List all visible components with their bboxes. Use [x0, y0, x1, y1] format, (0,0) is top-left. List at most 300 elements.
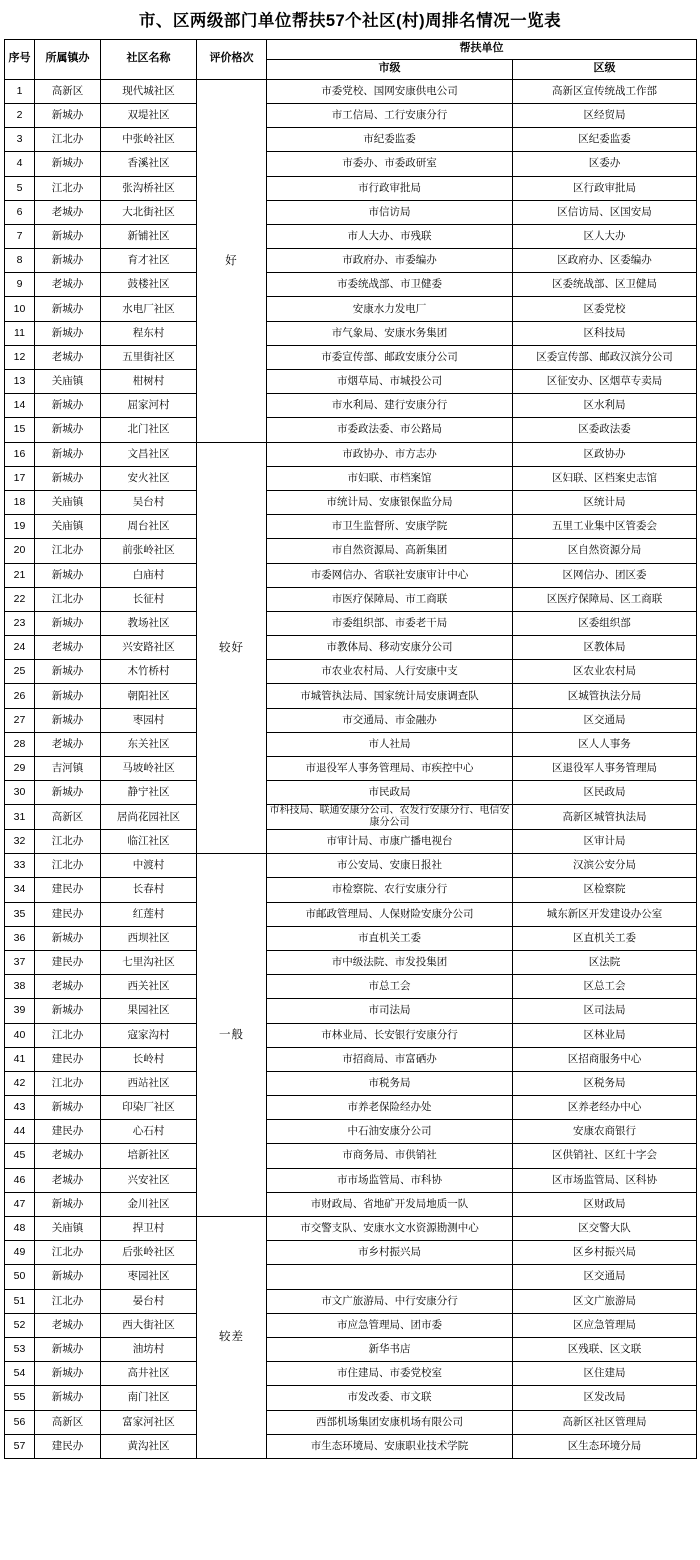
row-town: 老城办	[35, 975, 101, 999]
rank-group-label: 较差	[197, 1217, 267, 1459]
row-city-units: 市司法局	[267, 999, 513, 1023]
row-community: 东关社区	[101, 732, 197, 756]
row-district-units: 区发改局	[513, 1386, 697, 1410]
row-community: 培新社区	[101, 1144, 197, 1168]
row-community: 水电厂社区	[101, 297, 197, 321]
row-district-units: 区交通局	[513, 708, 697, 732]
row-town: 关庙镇	[35, 370, 101, 394]
row-community: 西大街社区	[101, 1313, 197, 1337]
row-city-units: 市交通局、市金融办	[267, 708, 513, 732]
row-city-units: 市政府办、市委编办	[267, 249, 513, 273]
row-index: 34	[5, 878, 35, 902]
table-row	[5, 1313, 697, 1337]
row-community: 柑树村	[101, 370, 197, 394]
table-row	[5, 1386, 697, 1410]
row-index: 6	[5, 200, 35, 224]
row-community: 五里街社区	[101, 345, 197, 369]
row-town: 新城办	[35, 103, 101, 127]
table-header	[5, 39, 697, 79]
row-community: 文昌社区	[101, 442, 197, 466]
row-city-units: 市公安局、安康日报社	[267, 854, 513, 878]
row-district-units: 区信访局、区国安局	[513, 200, 697, 224]
row-community: 新铺社区	[101, 224, 197, 248]
row-index: 12	[5, 345, 35, 369]
row-district-units: 区自然资源分局	[513, 539, 697, 563]
row-index: 40	[5, 1023, 35, 1047]
row-district-units: 区交通局	[513, 1265, 697, 1289]
row-city-units: 市发改委、市文联	[267, 1386, 513, 1410]
row-community: 吴台村	[101, 490, 197, 514]
row-district-units: 区城管执法分局	[513, 684, 697, 708]
row-index: 35	[5, 902, 35, 926]
row-city-units: 市委政法委、市公路局	[267, 418, 513, 442]
table-row	[5, 587, 697, 611]
table-row	[5, 878, 697, 902]
row-index: 29	[5, 757, 35, 781]
row-index: 2	[5, 103, 35, 127]
row-city-units: 市城管执法局、国家统计局安康调查队	[267, 684, 513, 708]
row-community: 教场社区	[101, 611, 197, 635]
row-city-units: 市卫生监督所、安康学院	[267, 515, 513, 539]
row-town: 江北办	[35, 854, 101, 878]
row-community: 油坊村	[101, 1337, 197, 1361]
row-city-units: 市商务局、市供销社	[267, 1144, 513, 1168]
rank-group-label: 好	[197, 79, 267, 442]
table-row	[5, 1071, 697, 1095]
row-community: 木竹桥村	[101, 660, 197, 684]
row-town: 关庙镇	[35, 515, 101, 539]
row-town: 新城办	[35, 224, 101, 248]
row-town: 新城办	[35, 563, 101, 587]
row-town: 建民办	[35, 1047, 101, 1071]
row-district-units: 区政府办、区委编办	[513, 249, 697, 273]
row-town: 新城办	[35, 466, 101, 490]
row-district-units: 区残联、区文联	[513, 1337, 697, 1361]
table-row	[5, 79, 697, 103]
row-index: 11	[5, 321, 35, 345]
row-district-units: 区委党校	[513, 297, 697, 321]
row-town: 新城办	[35, 611, 101, 635]
row-city-units: 市民政局	[267, 781, 513, 805]
row-community: 富家河社区	[101, 1410, 197, 1434]
row-town: 江北办	[35, 830, 101, 854]
row-district-units: 区供销社、区红十字会	[513, 1144, 697, 1168]
row-index: 56	[5, 1410, 35, 1434]
row-town: 江北办	[35, 539, 101, 563]
table-row	[5, 1434, 697, 1458]
row-index: 26	[5, 684, 35, 708]
table-row	[5, 1144, 697, 1168]
row-community: 安火社区	[101, 466, 197, 490]
table-row	[5, 1192, 697, 1216]
row-town: 新城办	[35, 1096, 101, 1120]
row-community: 兴安社区	[101, 1168, 197, 1192]
row-community: 心石村	[101, 1120, 197, 1144]
row-town: 新城办	[35, 1362, 101, 1386]
row-index: 19	[5, 515, 35, 539]
table-row	[5, 1337, 697, 1361]
row-district-units: 区乡村振兴局	[513, 1241, 697, 1265]
row-town: 高新区	[35, 79, 101, 103]
row-community: 寇家沟村	[101, 1023, 197, 1047]
row-city-units: 市委统战部、市卫健委	[267, 273, 513, 297]
row-town: 吉河镇	[35, 757, 101, 781]
header-support-group: 帮扶单位	[267, 39, 697, 59]
table-row	[5, 902, 697, 926]
row-index: 32	[5, 830, 35, 854]
row-city-units: 新华书店	[267, 1337, 513, 1361]
row-community: 张沟桥社区	[101, 176, 197, 200]
support-ranking-table	[4, 39, 697, 1459]
header-district-level: 区级	[513, 59, 697, 79]
row-district-units: 区委政法委	[513, 418, 697, 442]
row-district-units: 区交警大队	[513, 1217, 697, 1241]
row-city-units: 市政协办、市方志办	[267, 442, 513, 466]
row-index: 54	[5, 1362, 35, 1386]
row-district-units: 区水利局	[513, 394, 697, 418]
table-row	[5, 1023, 697, 1047]
row-district-units: 区政协办	[513, 442, 697, 466]
row-city-units: 市财政局、省地矿开发局地质一队	[267, 1192, 513, 1216]
row-town: 江北办	[35, 128, 101, 152]
table-row	[5, 830, 697, 854]
row-city-units: 中石油安康分公司	[267, 1120, 513, 1144]
row-district-units: 汉滨公安分局	[513, 854, 697, 878]
row-town: 新城办	[35, 152, 101, 176]
row-town: 老城办	[35, 1313, 101, 1337]
row-community: 程东村	[101, 321, 197, 345]
row-town: 建民办	[35, 1120, 101, 1144]
row-index: 33	[5, 854, 35, 878]
row-community: 双堤社区	[101, 103, 197, 127]
row-index: 14	[5, 394, 35, 418]
row-city-units: 市委宣传部、邮政安康分公司	[267, 345, 513, 369]
table-row	[5, 1096, 697, 1120]
row-town: 江北办	[35, 176, 101, 200]
row-community: 南门社区	[101, 1386, 197, 1410]
row-index: 18	[5, 490, 35, 514]
row-district-units: 区统计局	[513, 490, 697, 514]
row-city-units: 西部机场集团安康机场有限公司	[267, 1410, 513, 1434]
row-community: 红莲村	[101, 902, 197, 926]
table-row	[5, 563, 697, 587]
table-row	[5, 708, 697, 732]
row-index: 9	[5, 273, 35, 297]
row-town: 新城办	[35, 1386, 101, 1410]
table-row	[5, 1217, 697, 1241]
row-community: 印染厂社区	[101, 1096, 197, 1120]
row-city-units	[267, 1265, 513, 1289]
row-community: 中张岭社区	[101, 128, 197, 152]
row-district-units: 区行政审批局	[513, 176, 697, 200]
row-index: 52	[5, 1313, 35, 1337]
row-district-units: 区委组织部	[513, 611, 697, 635]
row-town: 新城办	[35, 394, 101, 418]
row-community: 中渡村	[101, 854, 197, 878]
row-index: 4	[5, 152, 35, 176]
row-town: 新城办	[35, 684, 101, 708]
row-index: 7	[5, 224, 35, 248]
table-row	[5, 975, 697, 999]
row-town: 江北办	[35, 1023, 101, 1047]
row-town: 江北办	[35, 587, 101, 611]
table-row	[5, 1265, 697, 1289]
table-row	[5, 466, 697, 490]
row-index: 30	[5, 781, 35, 805]
row-index: 39	[5, 999, 35, 1023]
row-district-units: 区生态环境分局	[513, 1434, 697, 1458]
row-index: 45	[5, 1144, 35, 1168]
row-district-units: 区总工会	[513, 975, 697, 999]
row-district-units: 区纪委监委	[513, 128, 697, 152]
row-community: 黄沟社区	[101, 1434, 197, 1458]
row-community: 白庙村	[101, 563, 197, 587]
row-district-units: 区林业局	[513, 1023, 697, 1047]
row-index: 21	[5, 563, 35, 587]
row-town: 新城办	[35, 999, 101, 1023]
row-district-units: 区人人事务	[513, 732, 697, 756]
table-row	[5, 321, 697, 345]
row-town: 新城办	[35, 442, 101, 466]
row-district-units: 高新区社区管理局	[513, 1410, 697, 1434]
row-city-units: 市邮政管理局、人保财险安康分公司	[267, 902, 513, 926]
row-city-units: 市税务局	[267, 1071, 513, 1095]
row-town: 老城办	[35, 636, 101, 660]
row-community: 屈家河村	[101, 394, 197, 418]
row-index: 10	[5, 297, 35, 321]
row-community: 兴安路社区	[101, 636, 197, 660]
row-city-units: 市生态环境局、安康职业技术学院	[267, 1434, 513, 1458]
row-city-units: 市乡村振兴局	[267, 1241, 513, 1265]
row-community: 后张岭社区	[101, 1241, 197, 1265]
row-city-units: 市中级法院、市发投集团	[267, 950, 513, 974]
row-community: 大北街社区	[101, 200, 197, 224]
row-community: 长征村	[101, 587, 197, 611]
row-town: 老城办	[35, 1144, 101, 1168]
row-town: 江北办	[35, 1071, 101, 1095]
row-town: 新城办	[35, 926, 101, 950]
header-index: 序号	[5, 39, 35, 79]
row-district-units: 区委统战部、区卫健局	[513, 273, 697, 297]
row-district-units: 区农业农村局	[513, 660, 697, 684]
row-district-units: 安康农商银行	[513, 1120, 697, 1144]
row-index: 25	[5, 660, 35, 684]
row-district-units: 区人大办	[513, 224, 697, 248]
row-city-units: 市教体局、移动安康分公司	[267, 636, 513, 660]
row-community: 晏台村	[101, 1289, 197, 1313]
row-index: 51	[5, 1289, 35, 1313]
row-index: 36	[5, 926, 35, 950]
row-town: 新城办	[35, 297, 101, 321]
row-town: 新城办	[35, 1337, 101, 1361]
row-index: 22	[5, 587, 35, 611]
row-city-units: 市信访局	[267, 200, 513, 224]
row-community: 捍卫村	[101, 1217, 197, 1241]
row-community: 鼓楼社区	[101, 273, 197, 297]
row-district-units: 高新区宣传统战工作部	[513, 79, 697, 103]
row-district-units: 区妇联、区档案史志馆	[513, 466, 697, 490]
table-row	[5, 660, 697, 684]
row-district-units: 区财政局	[513, 1192, 697, 1216]
row-index: 1	[5, 79, 35, 103]
row-index: 49	[5, 1241, 35, 1265]
row-town: 高新区	[35, 1410, 101, 1434]
row-district-units: 区征安办、区烟草专卖局	[513, 370, 697, 394]
row-district-units: 区医疗保障局、区工商联	[513, 587, 697, 611]
row-city-units: 市住建局、市委党校室	[267, 1362, 513, 1386]
table-row	[5, 950, 697, 974]
row-community: 高井社区	[101, 1362, 197, 1386]
row-town: 老城办	[35, 200, 101, 224]
table-row	[5, 128, 697, 152]
row-district-units: 区委宣传部、邮政汉滨分公司	[513, 345, 697, 369]
row-town: 建民办	[35, 902, 101, 926]
row-index: 53	[5, 1337, 35, 1361]
row-district-units: 区审计局	[513, 830, 697, 854]
row-city-units: 市委办、市委政研室	[267, 152, 513, 176]
row-index: 23	[5, 611, 35, 635]
rank-group-label: 一般	[197, 854, 267, 1217]
row-city-units: 市统计局、安康银保监分局	[267, 490, 513, 514]
row-index: 24	[5, 636, 35, 660]
row-city-units: 市气象局、安康水务集团	[267, 321, 513, 345]
table-row	[5, 345, 697, 369]
row-community: 朝阳社区	[101, 684, 197, 708]
row-district-units: 城东新区开发建设办公室	[513, 902, 697, 926]
row-district-units: 区直机关工委	[513, 926, 697, 950]
row-index: 37	[5, 950, 35, 974]
row-city-units: 市行政审批局	[267, 176, 513, 200]
row-city-units: 市医疗保障局、市工商联	[267, 587, 513, 611]
rank-group-label: 较好	[197, 442, 267, 854]
table-row	[5, 1241, 697, 1265]
row-town: 建民办	[35, 1434, 101, 1458]
row-town: 老城办	[35, 273, 101, 297]
row-district-units: 区文广旅游局	[513, 1289, 697, 1313]
row-community: 七里沟社区	[101, 950, 197, 974]
header-town: 所属镇办	[35, 39, 101, 79]
row-index: 42	[5, 1071, 35, 1095]
row-community: 北门社区	[101, 418, 197, 442]
row-city-units: 市养老保险经办处	[267, 1096, 513, 1120]
row-index: 55	[5, 1386, 35, 1410]
row-index: 44	[5, 1120, 35, 1144]
row-index: 41	[5, 1047, 35, 1071]
row-district-units: 区民政局	[513, 781, 697, 805]
table-row	[5, 1289, 697, 1313]
row-index: 50	[5, 1265, 35, 1289]
row-index: 5	[5, 176, 35, 200]
row-district-units: 区市场监管局、区科协	[513, 1168, 697, 1192]
row-city-units: 市烟草局、市城投公司	[267, 370, 513, 394]
row-community: 枣园村	[101, 708, 197, 732]
row-index: 31	[5, 805, 35, 830]
row-town: 建民办	[35, 950, 101, 974]
table-row	[5, 515, 697, 539]
row-city-units: 市人大办、市残联	[267, 224, 513, 248]
row-index: 3	[5, 128, 35, 152]
row-index: 48	[5, 1217, 35, 1241]
row-community: 现代城社区	[101, 79, 197, 103]
table-row	[5, 176, 697, 200]
row-community: 西坝社区	[101, 926, 197, 950]
row-city-units: 市委网信办、省联社安康审计中心	[267, 563, 513, 587]
row-index: 8	[5, 249, 35, 273]
table-row	[5, 684, 697, 708]
row-town: 新城办	[35, 1192, 101, 1216]
row-city-units: 市检察院、农行安康分行	[267, 878, 513, 902]
row-community: 长岭村	[101, 1047, 197, 1071]
row-index: 57	[5, 1434, 35, 1458]
row-index: 17	[5, 466, 35, 490]
row-index: 38	[5, 975, 35, 999]
table-row	[5, 152, 697, 176]
table-row	[5, 1410, 697, 1434]
row-district-units: 区检察院	[513, 878, 697, 902]
table-body	[5, 79, 697, 1458]
row-city-units: 市科技局、联通安康分公司、农发行安康分行、电信安康分公司	[267, 805, 513, 830]
row-city-units: 市纪委监委	[267, 128, 513, 152]
row-town: 高新区	[35, 805, 101, 830]
row-city-units: 市文广旅游局、中行安康分行	[267, 1289, 513, 1313]
row-district-units: 区网信办、团区委	[513, 563, 697, 587]
table-row	[5, 370, 697, 394]
header-row-1	[5, 39, 697, 59]
row-town: 老城办	[35, 732, 101, 756]
row-index: 15	[5, 418, 35, 442]
row-city-units: 市林业局、长安银行安康分行	[267, 1023, 513, 1047]
row-community: 马坡岭社区	[101, 757, 197, 781]
row-index: 20	[5, 539, 35, 563]
row-community: 静宁社区	[101, 781, 197, 805]
table-row	[5, 805, 697, 830]
row-city-units: 市总工会	[267, 975, 513, 999]
row-town: 关庙镇	[35, 490, 101, 514]
row-district-units: 区养老经办中心	[513, 1096, 697, 1120]
row-town: 新城办	[35, 781, 101, 805]
row-community: 枣园社区	[101, 1265, 197, 1289]
row-city-units: 市应急管理局、团市委	[267, 1313, 513, 1337]
row-community: 香溪社区	[101, 152, 197, 176]
row-community: 前张岭社区	[101, 539, 197, 563]
row-city-units: 市市场监管局、市科协	[267, 1168, 513, 1192]
table-row	[5, 273, 697, 297]
table-row	[5, 442, 697, 466]
table-row	[5, 394, 697, 418]
table-row	[5, 757, 697, 781]
table-row	[5, 200, 697, 224]
row-district-units: 区科技局	[513, 321, 697, 345]
table-row	[5, 781, 697, 805]
row-index: 27	[5, 708, 35, 732]
row-district-units: 区住建局	[513, 1362, 697, 1386]
row-district-units: 区教体局	[513, 636, 697, 660]
row-city-units: 市农业农村局、人行安康中支	[267, 660, 513, 684]
table-row	[5, 249, 697, 273]
row-community: 周台社区	[101, 515, 197, 539]
header-rank: 评价格次	[197, 39, 267, 79]
row-index: 46	[5, 1168, 35, 1192]
row-district-units: 高新区城管执法局	[513, 805, 697, 830]
table-row	[5, 999, 697, 1023]
row-city-units: 市自然资源局、高新集团	[267, 539, 513, 563]
row-district-units: 区委办	[513, 152, 697, 176]
row-city-units: 市委党校、国网安康供电公司	[267, 79, 513, 103]
table-row	[5, 1168, 697, 1192]
table-row	[5, 926, 697, 950]
row-town: 江北办	[35, 1289, 101, 1313]
row-district-units: 区退役军人事务管理局	[513, 757, 697, 781]
